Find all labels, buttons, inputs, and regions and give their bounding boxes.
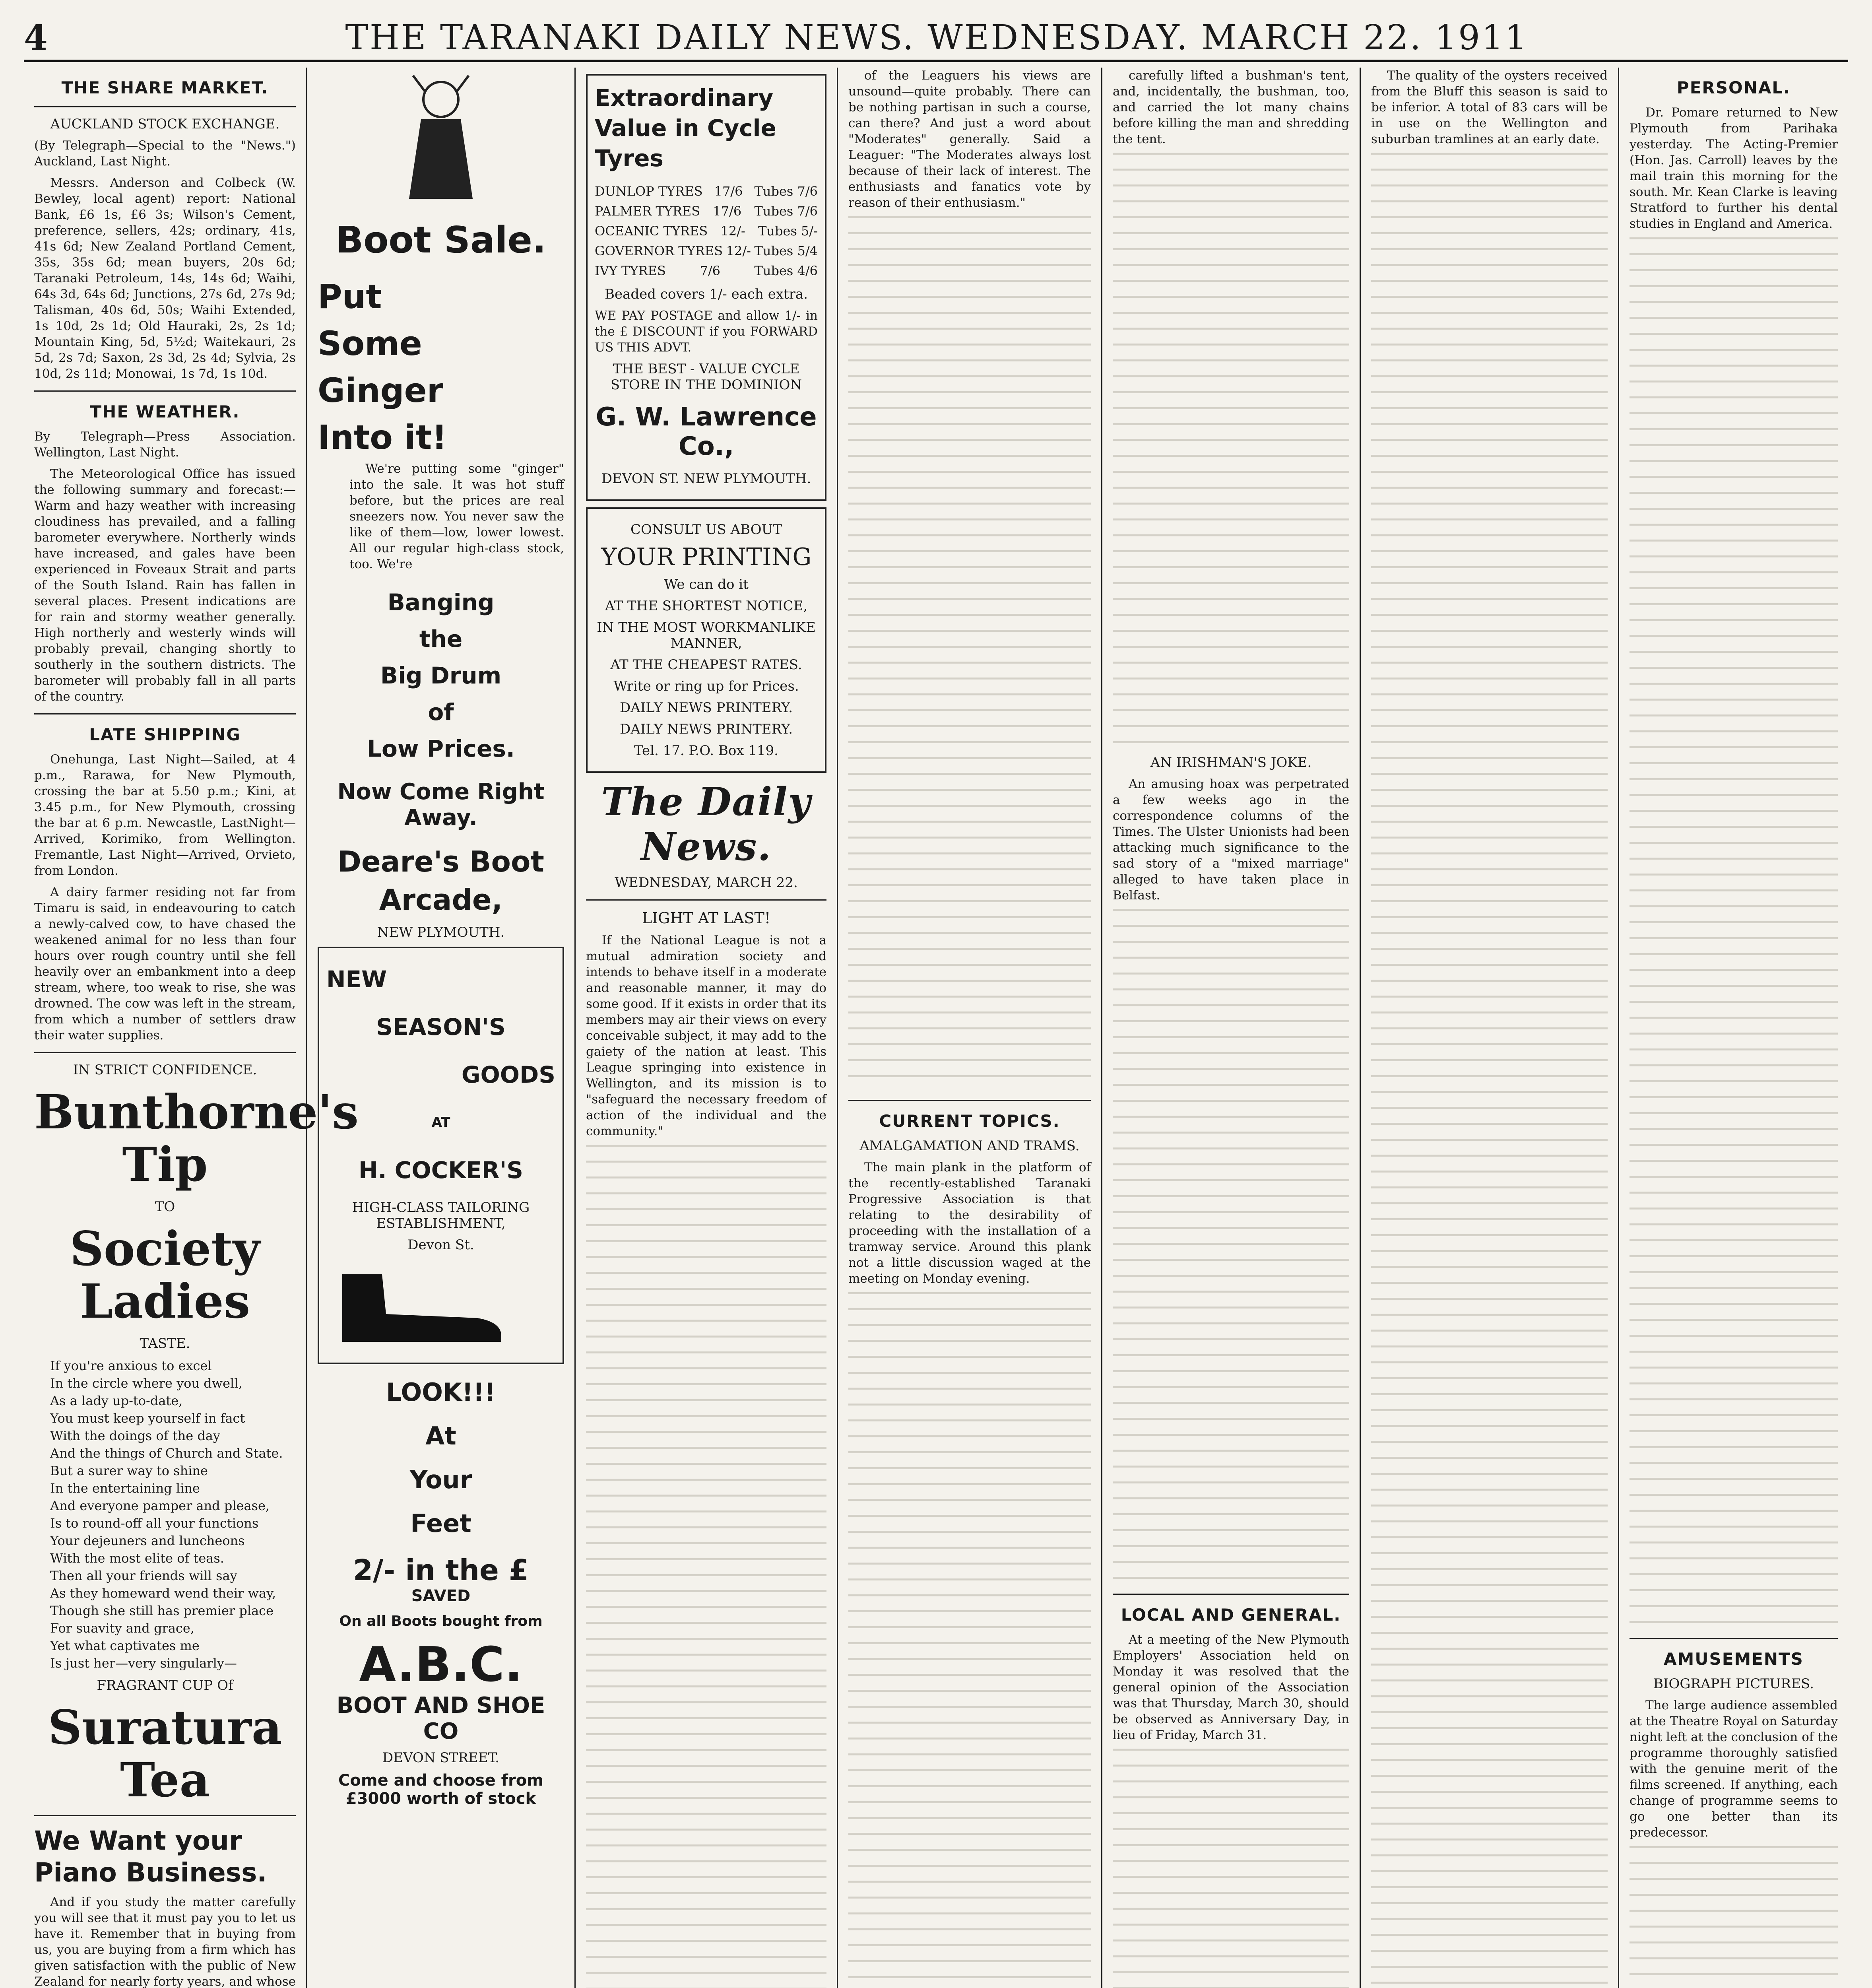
divider (34, 713, 296, 714)
saved-amount: 2/- in the £ (353, 1553, 529, 1587)
tyre-row (595, 201, 818, 221)
look-block (318, 1371, 564, 1545)
printing-line: AT THE SHORTEST NOTICE, (605, 598, 808, 614)
local-text: At a meeting of the New Plymouth Employers' Association held on Monday it was resolved that the general opinion of the Association was that Thursday, March 30, should be observed as Anniversary Day, in lieu of Friday, March 31. (1113, 1633, 1349, 1742)
amalgamation-heading: AMALGAMATION AND TRAMS. (859, 1138, 1080, 1154)
masthead (24, 16, 1848, 62)
tea-poem (34, 1357, 296, 1672)
abc-name: A.B.C. (359, 1637, 523, 1693)
printing-line: We can do it (664, 577, 749, 592)
poem-line: With the doings of the day (50, 1428, 220, 1443)
divider (848, 1100, 1091, 1101)
ginger-line: Into it! (318, 418, 447, 457)
poem-line: Is just her—very singularly— (50, 1656, 237, 1671)
tyre-row (595, 241, 818, 261)
ginger-line: Put (318, 277, 382, 316)
jester-illustration-icon (397, 72, 485, 203)
ginger-heading (318, 273, 564, 461)
look-line: Your (409, 1465, 472, 1494)
suratura-title: Suratura Tea (48, 1700, 282, 1807)
fragrant-cup: FRAGRANT CUP Of (97, 1677, 233, 1693)
tyre-name: PALMER TYRES (595, 204, 700, 219)
editorial-heading: LIGHT AT LAST! (642, 909, 771, 927)
divider (34, 1052, 296, 1053)
divider (1630, 1638, 1838, 1639)
tyre-row (595, 261, 818, 281)
divider (586, 899, 826, 901)
column-text: carefully lifted a bushman's tent, and, incidentally, the bushman, too, and carried the lot many chains before killing the man and shredding the tent. (1113, 68, 1349, 146)
look-line: Feet (410, 1509, 471, 1538)
beaded-note: Beaded covers 1/- each extra. (605, 286, 808, 302)
divider (34, 106, 296, 107)
printing-line: DAILY NEWS PRINTERY. (619, 700, 793, 716)
tube-price: Tubes 7/6 (754, 184, 818, 199)
printing-heading: YOUR PRINTING (601, 543, 812, 571)
piano-heading: We Want your Piano Business. (34, 1825, 267, 1888)
poem-line: In the circle where you dwell, (50, 1376, 242, 1391)
cocker-ad (318, 947, 564, 1364)
poem-line: You must keep yourself in fact (50, 1411, 245, 1426)
poem-line: And everyone pamper and please, (50, 1498, 270, 1513)
drowning-story: A dairy farmer residing not far from Timaru is said, in endeavouring to catch a newly-calved cow, to have chased the weakened animal for no less than four hours over rough country until she fell heavily over an embankment into a deep stream, where, too weak to rise, she was drowned. The cow was left in the stream, from which a number of settlers draw their water supplies. (34, 885, 296, 1043)
cocker-text: HIGH-CLASS TAILORING ESTABLISHMENT, (352, 1200, 530, 1231)
amusements-heading: AMUSEMENTS (1664, 1649, 1804, 1669)
biograph-text: The large audience assembled at the Theatre Royal on Saturday night left at the conclusion of the programme thoroughly satisfied with the genuine merit of the films screened. If anything, each change of programme seems to go one better than its predecessor. (1630, 1698, 1838, 1840)
weather-report: The Meteorological Office has issued the following summary and forecast:—Warm and hazy weather with increasing cloudiness has prevailed, and a falling barometer everywhere. Northerly winds have increased, and gales have been experienced in Foveaux Strait and parts of the South Island. Rain has fallen in several places. Present indications are for rain and stormy weather generally. High northerly and westerly winds will probably prevail, changing shortly to southerly in the southern districts. The barometer will probably fall in all parts of the country. (34, 467, 296, 704)
look-line: LOOK!!! (386, 1378, 496, 1407)
irishman-heading: AN IRISHMAN'S JOKE. (1150, 755, 1312, 771)
boot-icon (326, 1266, 509, 1346)
weather-byline: By Telegraph—Press Association. Wellington, Last Night. (34, 429, 296, 460)
banging-line: the (419, 625, 463, 652)
poem-line: Though she still has premier place (50, 1603, 274, 1618)
now-come: Now Come Right Away. (337, 779, 545, 831)
poem-line: Then all your friends will say (50, 1568, 237, 1583)
abc-sub: BOOT AND SHOE CO (336, 1693, 545, 1744)
divider (34, 390, 296, 392)
banging-line: Banging (387, 589, 495, 616)
tyre-name: OCEANIC TYRES (595, 223, 708, 239)
tyres-heading: Extraordinary Value in Cycle Tyres (595, 84, 776, 172)
printing-line: DAILY NEWS PRINTERY. (619, 721, 793, 737)
lawrence-name: G. W. Lawrence Co., (596, 402, 817, 461)
tyre-price: 17/6 (713, 204, 742, 219)
lawrence-place: DEVON ST. NEW PLYMOUTH. (601, 471, 811, 487)
season-line: H. COCKER'S (359, 1157, 523, 1184)
article-body (1113, 909, 1349, 1585)
ginger-line: Ginger (318, 371, 444, 410)
poem-line: But a surer way to shine (50, 1463, 208, 1478)
season-line: SEASON'S (376, 1013, 506, 1041)
biograph-heading: BIOGRAPH PICTURES. (1653, 1676, 1814, 1692)
poem-line: If you're anxious to excel (50, 1358, 212, 1373)
banging-block (318, 584, 564, 767)
article-body (1630, 1846, 1838, 1988)
column-2 (307, 68, 576, 1988)
tyre-price: 17/6 (714, 184, 743, 199)
article-body (1630, 237, 1838, 1629)
tyre-name: IVY TYRES (595, 263, 666, 278)
society-title: Society Ladies (70, 1221, 260, 1329)
stock-exchange-heading: AUCKLAND STOCK EXCHANGE. (50, 116, 280, 132)
tube-price: Tubes 4/6 (754, 263, 818, 278)
issue-date: WEDNESDAY, MARCH 22. (615, 875, 798, 891)
shipping-heading: LATE SHIPPING (89, 725, 241, 744)
postage-note: WE PAY POSTAGE and allow 1/- in the £ DISCOUNT if you FORWARD US THIS ADVT. (595, 309, 818, 355)
article-body (848, 216, 1091, 1091)
poem-line: As a lady up-to-date, (50, 1393, 183, 1408)
tyre-price: 7/6 (700, 263, 720, 278)
amalgamation-text: The main plank in the platform of the recently-established Taranaki Progressive Association is that relating to the desirability of proceeding with the installation of a tramway service. Around this plank not a little discussion waged at the meeting on Monday evening. (848, 1160, 1091, 1286)
tube-price: Tubes 5/- (758, 223, 818, 239)
ginger-line: Some (318, 324, 422, 363)
masthead-title: THE TARANAKI DAILY NEWS. WEDNESDAY. MARCH 22. 1911 (345, 18, 1529, 58)
poem-line: Yet what captivates me (50, 1638, 200, 1653)
poem-line: For suavity and grace, (50, 1621, 194, 1636)
poem-line: Is to round-off all your functions (50, 1516, 259, 1531)
poem-line: With the most elite of teas. (50, 1551, 224, 1566)
newspaper-nameplate: The Daily News. (601, 779, 811, 869)
banging-line: Low Prices. (367, 735, 515, 762)
shipping-report: Onehunga, Last Night—Sailed, at 4 p.m., Rarawa, for New Plymouth, crossing the bar at 5.50 p.m.; Kini, at 3.45 p.m., for New Plymouth, crossing the bar at 6 p.m. Newcastle, LastNight—Arrived, Korimiko, from Wellington. Fremantle, Last Night—Arrived, Orvieto, from London. (34, 752, 296, 878)
poem-line: In the entertaining line (50, 1481, 200, 1496)
column-3 (576, 68, 838, 1988)
saved-word: SAVED (411, 1587, 471, 1605)
editorial-text: If the National League is not a mutual admiration society and intends to behave itself in a moderate and reasonable manner, it may do some good. If it exists in order that its members may air their views on every conceivable subject, it may add to the gaiety of the nation at least. This League springing into existence in Wellington, and its mission is to "safeguard the necessary freedom of action of the individual and the community." (586, 933, 826, 1138)
tyre-list (595, 181, 818, 281)
tube-price: Tubes 7/6 (754, 204, 818, 219)
irishman-text: An amusing hoax was perpetrated a few weeks ago in the correspondence columns of the Times. The Ulster Unionists had been attacking much significance to the sad story of a "mixed marriage" alleged to have taken place in Belfast. (1113, 777, 1349, 903)
deares-place: NEW PLYMOUTH. (377, 924, 505, 940)
tyre-row (595, 221, 818, 241)
personal-text: Dr. Pomare returned to New Plymouth from Parihaka yesterday. The Acting-Premier (Hon. Jas. Carroll) leaves by the mail train this morning for the south. Mr. Kean Clarke is leaving Stratford to further his dental studies in England and America. (1630, 105, 1838, 231)
columns (24, 68, 1848, 1988)
column-7 (1619, 68, 1848, 1988)
column-6 (1361, 68, 1619, 1988)
current-topics-heading: CURRENT TOPICS. (879, 1111, 1060, 1131)
tyre-price: 12/- (726, 243, 751, 258)
article-body (1371, 153, 1608, 1988)
printing-line: Tel. 17. P.O. Box 119. (634, 743, 778, 759)
to-word: TO (155, 1199, 175, 1215)
printing-line: AT THE CHEAPEST RATES. (610, 657, 802, 673)
weather-heading: THE WEATHER. (90, 402, 240, 421)
confidence-heading: IN STRICT CONFIDENCE. (73, 1062, 257, 1078)
article-body (1113, 1749, 1349, 1988)
all-boots: On all Boots bought from (339, 1613, 543, 1629)
personal-heading: PERSONAL. (1676, 78, 1791, 97)
season-line: AT (431, 1114, 450, 1130)
printing-line: Write or ring up for Prices. (613, 678, 799, 694)
season-line: NEW (326, 966, 387, 993)
tyre-name: DUNLOP TYRES (595, 184, 703, 199)
printing-ad (586, 507, 826, 773)
bunthorne-title: Bunthorne's Tip (34, 1084, 359, 1192)
column-text: of the Leaguers his views are unsound—quite probably. There can be nothing partisan in such a course, can there? And just a word about "Moderates" generally. Said a Leaguer: "The Moderates always lost because of their lack of interest. The enthusiasts and fanatics vote by reason of their enthusiasm." (848, 68, 1091, 210)
banging-line: Big Drum (380, 662, 502, 689)
tube-price: Tubes 5/4 (754, 243, 818, 258)
taste-word: TASTE. (140, 1336, 190, 1351)
tyre-price: 12/- (720, 223, 745, 239)
deares-name: Deare's Boot Arcade, (338, 845, 544, 916)
season-line: GOODS (461, 1061, 555, 1088)
piano-text: And if you study the matter carefully you will see that it must pay you to let us have it. Remember that in buying from us, you are buying from a firm which has given satisfaction with the public of New Zealand for nearly forty years, and whose (34, 1895, 296, 1988)
page-number: 4 (24, 17, 49, 58)
consult-text: CONSULT US ABOUT (630, 522, 782, 538)
boot-sale-heading: Boot Sale. (336, 219, 546, 261)
poem-line: As they homeward wend their way, (50, 1586, 276, 1601)
abc-choose: Come and choose from £3000 worth of stock (338, 1771, 543, 1808)
poem-line: And the things of Church and State. (50, 1446, 283, 1461)
editorial-body (586, 1145, 826, 1988)
divider (1113, 1594, 1349, 1595)
divider (34, 1815, 296, 1816)
column-4 (838, 68, 1102, 1988)
stock-byline: (By Telegraph—Special to the "News.") Auckland, Last Night. (34, 138, 296, 169)
stock-report: Messrs. Anderson and Colbeck (W. Bewley, local agent) report: National Bank, £6 1s, £6 3s; Wilson's Cement, preference, sellers, 42s; ordinary, 41s, 41s 6d; New Zealand Portland Cement, 35s, 35s 6d; mean buyers, 20s 6d; Taranaki Petroleum, 14s, 14s 6d; Waihi, 64s 3d, 64s 6d; Junctions, 27s 6d, 27s 9d; Talisman, 40s 6d, 50s; Waihi Extended, 1s 10d, 2s 1d; Old Hauraki, 2s, 2s 1d; Mountain King, 5d, 5½d; Waitekauri, 2s 5d, 2s 7d; Saxon, 2s 3d, 2s 4d; Sylvia, 2s 10d, 2s 11d; Monowai, 1s 7d, 1s 10d. (34, 176, 296, 381)
ginger-text: We're putting some "ginger" into the sale. It was hot stuff before, but the prices are real sneezers now. You never saw the like of them—low, lower lowest. All our regular high-class stock, too. We're (349, 462, 564, 571)
abc-place: DEVON STREET. (382, 1750, 500, 1766)
printing-line: IN THE MOST WORKMANLIKE MANNER, (597, 619, 816, 651)
article-body (848, 1292, 1091, 1988)
look-line: At (425, 1421, 456, 1450)
tyre-name: GOVERNOR TYRES (595, 243, 723, 258)
column-text: The quality of the oysters received from the Bluff this season is said to be inferior. A total of 83 cars will be in use on the Wellington and suburban tramlines at an early date. (1371, 68, 1608, 146)
article-body (1113, 153, 1349, 749)
tyres-ad (586, 74, 826, 501)
best-value: THE BEST - VALUE CYCLE STORE IN THE DOMINION (610, 361, 802, 393)
tyre-row (595, 181, 818, 201)
local-general-heading: LOCAL AND GENERAL. (1121, 1605, 1341, 1625)
banging-line: of (428, 699, 454, 726)
share-market-heading: THE SHARE MARKET. (61, 78, 269, 97)
column-5 (1102, 68, 1361, 1988)
poem-line: Your dejeuners and luncheons (50, 1533, 245, 1548)
cocker-place: Devon St. (407, 1237, 474, 1253)
season-block (326, 955, 555, 1194)
